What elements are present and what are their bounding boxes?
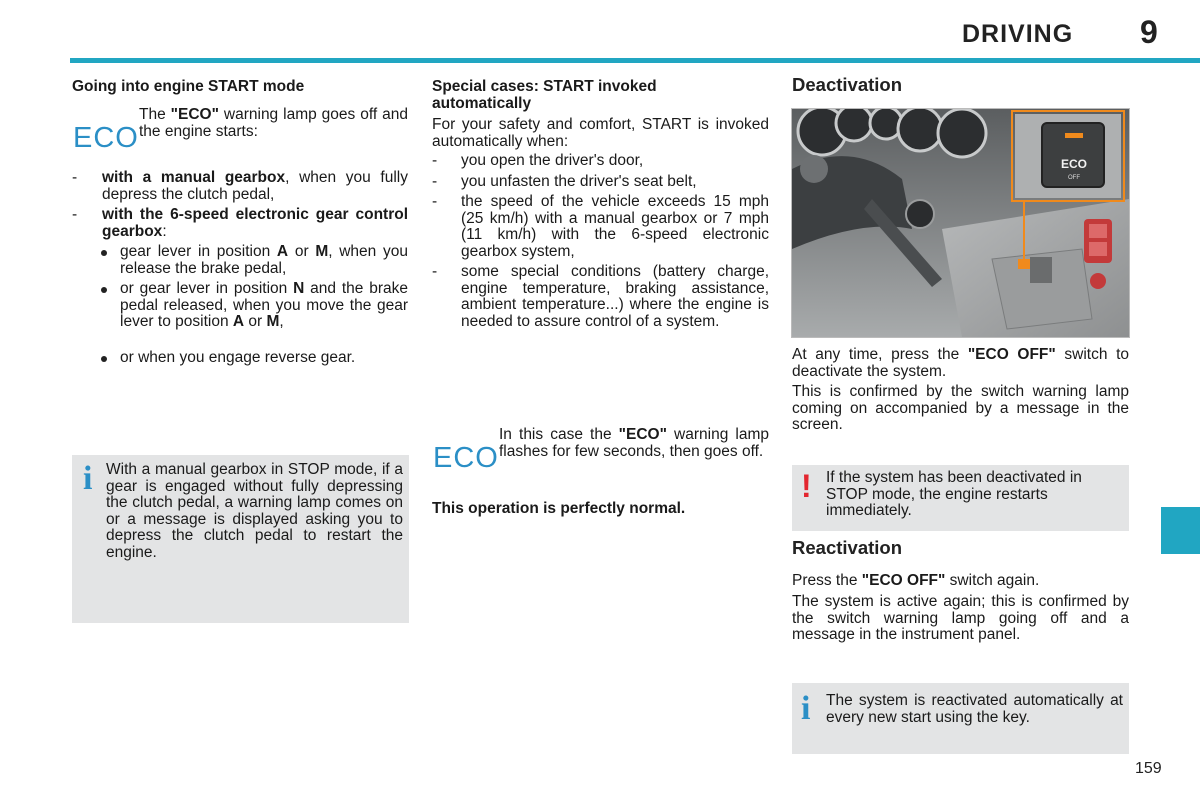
chapter-title: DRIVING [962, 20, 1074, 48]
col2-eco-text: In this case the "ECO" warning lamp flashes for few seconds, then goes off. [499, 426, 769, 460]
eco-icon: ECO [433, 442, 499, 474]
bullet-icon [101, 356, 107, 362]
bullet-icon [101, 287, 107, 293]
list-item: - with a manual gearbox, when you fully depress the clutch pedal, [72, 169, 408, 203]
col2-closing: This operation is perfectly normal. [432, 500, 686, 517]
list-item: - some special conditions (battery charge, engine temperature, braking assistance, ambient temperature...) where the engine is needed to assure control of a system. [432, 263, 769, 330]
info-icon: i [801, 690, 811, 727]
list-item: or when you engage reverse gear. [101, 350, 408, 367]
page-number: 159 [1135, 760, 1162, 777]
col2-intro: For your safety and comfort, START is invoked automatically when: [432, 116, 769, 150]
list-item: - with the 6-speed electronic gear control gearbox: [72, 206, 408, 240]
reactivation-text-2: The system is active again; this is confirmed by the switch warning lamp going off and a message in the instrument panel. [792, 593, 1129, 643]
photo-eco-label: ECO [1060, 157, 1088, 171]
info-text: With a manual gearbox in STOP mode, if a gear is engaged without fully depressing the clutch pedal, a warning lamp comes on or a message is displayed asking you to depress the clutch pedal to restart the engine. [106, 461, 403, 561]
reactivation-text-1: Press the "ECO OFF" switch again. [792, 572, 1040, 589]
deactivation-text-2: This is confirmed by the switch warning lamp coming on accompanied by a message in the screen. [792, 383, 1129, 433]
list-item: gear lever in position A or M, when you release the brake pedal, [101, 244, 408, 277]
warning-text: If the system has been deactivated in STOP mode, the engine restarts immediately. [826, 469, 1082, 519]
info-text: The system is reactivated automatically at every new start using the key. [826, 692, 1123, 726]
eco-icon: ECO [73, 122, 139, 154]
list-item: - you unfasten the driver's seat belt, [432, 173, 697, 190]
header-rule [70, 58, 1200, 63]
list-item: or gear lever in position N and the brake pedal released, when you move the gear lever to position A or M, [101, 281, 408, 331]
deactivation-heading: Deactivation [792, 74, 903, 95]
bullet-icon [101, 250, 107, 256]
dashboard-photo [791, 108, 1130, 338]
dashboard-illustration [792, 109, 1129, 337]
col1-intro: The "ECO" warning lamp goes off and the engine starts: [139, 106, 408, 140]
info-icon: i [83, 460, 93, 497]
col1-heading: Going into engine START mode [72, 78, 305, 95]
chapter-side-tab [1161, 507, 1200, 554]
photo-off-label: OFF [1068, 175, 1080, 181]
list-item: - the speed of the vehicle exceeds 15 mph (25 km/h) with a manual gearbox or 7 mph (11 km/h) with the 6-speed electronic gearbox system, [432, 193, 769, 260]
deactivation-text-1: At any time, press the "ECO OFF" switch to deactivate the system. [792, 346, 1129, 380]
warning-icon: ! [801, 468, 812, 504]
reactivation-heading: Reactivation [792, 537, 903, 558]
col2-heading: Special cases: START invoked automatically [432, 78, 657, 112]
list-item: - you open the driver's door, [432, 152, 644, 169]
chapter-number: 9 [1140, 14, 1158, 50]
